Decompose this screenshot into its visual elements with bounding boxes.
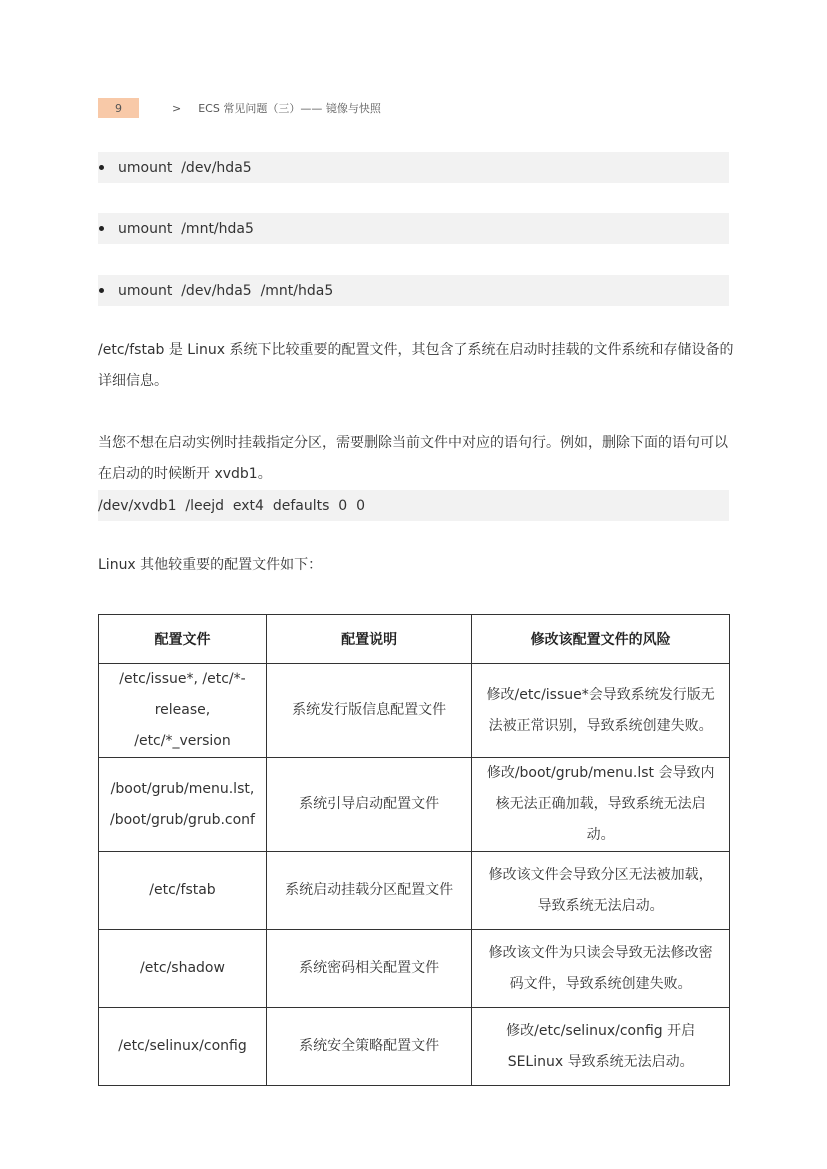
table-row — [99, 758, 730, 852]
config-desc-cell: 系统启动挂载分区配置文件 — [266, 852, 471, 930]
table-row — [99, 852, 730, 930]
column-header: 配置文件 — [99, 615, 267, 664]
page-header — [98, 98, 381, 118]
bullet-icon — [99, 288, 104, 293]
config-desc-cell: 系统密码相关配置文件 — [266, 930, 471, 1008]
config-file-cell: /etc/shadow — [99, 930, 267, 1008]
bullet-icon — [99, 165, 104, 170]
code-block — [98, 275, 729, 306]
breadcrumb-separator: > — [172, 101, 182, 115]
config-risk-cell: 修改/etc/issue*会导致系统发行版无法被正常识别，导致系统创建失败。 — [472, 664, 730, 758]
code-block — [98, 213, 729, 244]
fstab-intro-paragraph: /etc/fstab 是 Linux 系统下比较重要的配置文件，其包含了系统在启动时挂载的文件系统和存储设备的详细信息。 — [98, 342, 734, 389]
bullet-icon — [99, 226, 104, 231]
code-text: umount /dev/hda5 — [118, 159, 252, 176]
column-header: 配置说明 — [266, 615, 471, 664]
code-text: umount /dev/hda5 /mnt/hda5 — [118, 282, 334, 299]
table-header-row — [99, 615, 730, 664]
config-files-table — [98, 614, 730, 1086]
config-risk-cell: 修改/boot/grub/menu.lst 会导致内核无法正确加载，导致系统无法启动。 — [472, 758, 730, 852]
code-text: umount /mnt/hda5 — [118, 220, 254, 237]
column-header: 修改该配置文件的风险 — [472, 615, 730, 664]
config-risk-cell: 修改该文件为只读会导致无法修改密码文件，导致系统创建失败。 — [472, 930, 730, 1008]
config-desc-cell: 系统引导启动配置文件 — [266, 758, 471, 852]
config-risk-cell: 修改/etc/selinux/config 开启 SELinux 导致系统无法启动。 — [472, 1008, 730, 1086]
fstab-example-code — [98, 490, 729, 521]
config-desc-cell: 系统安全策略配置文件 — [266, 1008, 471, 1086]
config-desc-cell: 系统发行版信息配置文件 — [266, 664, 471, 758]
page-number-badge: 9 — [98, 98, 139, 118]
config-risk-cell: 修改该文件会导致分区无法被加载，导致系统无法启动。 — [472, 852, 730, 930]
code-block — [98, 152, 729, 183]
config-file-cell: /etc/fstab — [99, 852, 267, 930]
config-file-cell: /etc/selinux/config — [99, 1008, 267, 1086]
table-row — [99, 664, 730, 758]
config-file-cell: /etc/issue*, /etc/*-release, /etc/*_version — [99, 664, 267, 758]
remove-hint-paragraph: 当您不想在启动实例时挂载指定分区，需要删除当前文件中对应的语句行。例如，删除下面的语句可以在启动的时候断开 xvdb1。 — [98, 435, 728, 482]
table-row — [99, 930, 730, 1008]
table-row — [99, 1008, 730, 1086]
document-title: ECS 常见问题（三）—— 镜像与快照 — [198, 102, 381, 115]
config-file-cell: /boot/grub/menu.lst, /boot/grub/grub.conf — [99, 758, 267, 852]
code-text: /dev/xvdb1 /leejd ext4 defaults 0 0 — [98, 497, 365, 514]
other-files-paragraph: Linux 其他较重要的配置文件如下： — [98, 557, 323, 573]
